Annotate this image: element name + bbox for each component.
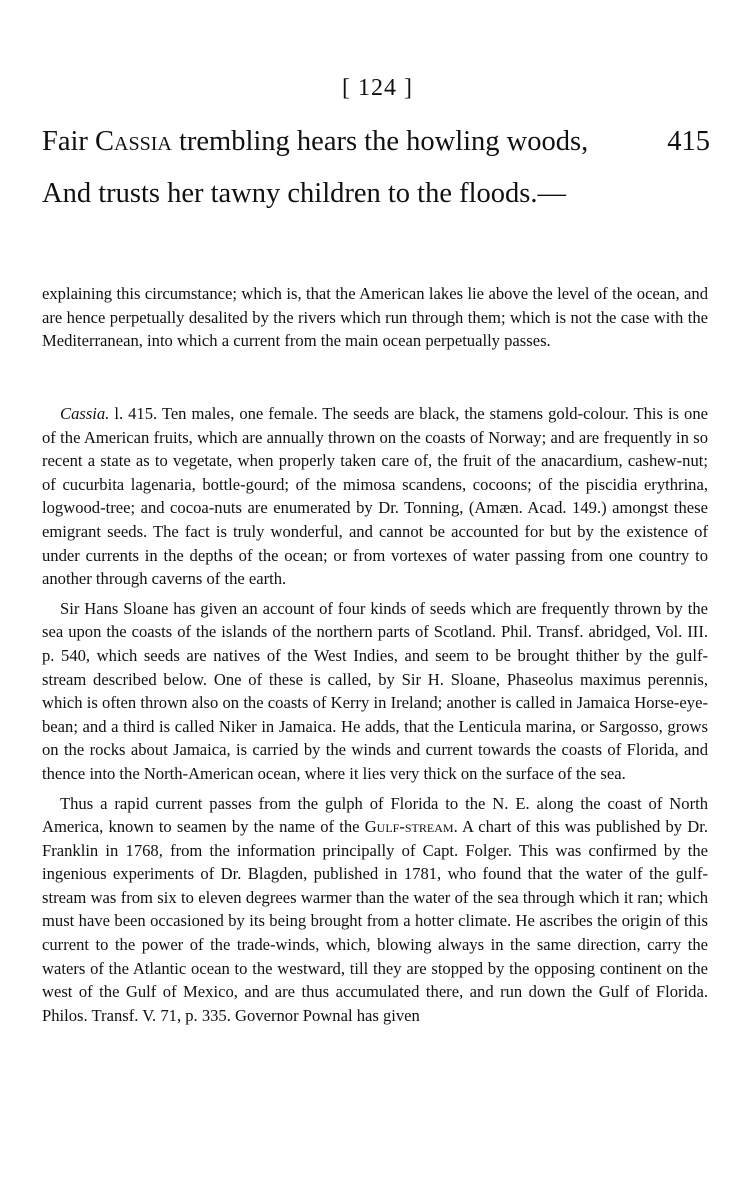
gulf-stream-text-end: . A chart of this was published by Dr. Franklin in 1768, from the information principally of Capt. Folger. This was confirmed by the ingenious experiments of Dr. Blagden, published in 1781, who found that the water of the gulf-stream was from six to eleven degrees warmer than the water of the sea through which it ran; which must have been occasioned by its being brought from a hotter climate. He ascribes the origin of this current to the power of the trade-winds, which, blowing always in the same direction, carry the waters of the Atlantic ocean to the westward, till they are stopped by the opposing continent on the west of the Gulf of Mexico, and are thus accumulated there, and run down the Gulf of Florida. Philos. Transf. V. 71, p. 335. Governor Pownal has given [42,817,708,1025]
verse-line-number: 415 [667,126,710,157]
gulf-stream-text-start: Thus a rapid current passes from the gulph of Florida to the N. E. along the coast of North America, known to seamen by the name of the [42,793,708,837]
cassia-note-text: l. 415. Ten males, one female. The seeds are black, the stamens gold-colour. This is one of the American fruits, which are annually thrown on the coasts of Norway; and are frequently in so recent a state as to vegetate, when properly taken care of, the fruit of the anacardium, cashew-nut; of cucurbita lagenaria, bottle-gourd; of the mimosa scandens, cocoons; of the piscidia erythrina, logwood-tree; and cocoa-nuts are enumerated by Dr. Tonning, (Amæn. Acad. 149.) amongst these emigrant seeds. The fact is truly wonderful, and cannot be accounted for but by the existence of under currents in the depths of the ocean; or from vortexes of water passing from one country to another through caverns of the earth. [42,404,708,589]
cassia-note-paragraph [42,402,708,591]
notes-block [42,402,708,1027]
note-intro-paragraph: explaining this circumstance; which is, that the American lakes lie above the level of the ocean, and are hence perpetually desalited by the rivers which run through them; which is not the case with the Mediterranean, into which a current from the main ocean perpetually passes. [42,284,708,351]
cassia-note-label: Cassia. [60,404,110,423]
gulf-stream-name: Gulf-stream [364,817,454,837]
gulf-stream-paragraph [42,792,708,1028]
sloane-note-paragraph: Sir Hans Sloane has given an account of four kinds of seeds which are frequently thrown by the sea upon the coasts of the islands of the northern parts of Scotland. Phil. Transf. abridged, Vol. III. p. 540, which seeds are natives of the West Indies, and seem to be brought thither by the gulf-stream described below. One of these is called, by Sir H. Sloane, Phaseolus maximus perennis, which is often thrown also on the coasts of Kerry in Ireland; another is called in Jamaica Horse-eye-bean; and a third is called Niker in Jamaica. He adds, that the Lenticula marina, or Sargosso, grows on the rocks about Jamaica, is carried by the winds and current towards the coasts of Florida, and thence into the North-American ocean, where it lies very thick on the surface of the sea. [42,598,708,783]
verse-line-1-start: Fair [42,126,96,157]
note-intro-block [42,282,708,353]
verse-line-1 [42,128,710,157]
page-number: [ 124 ] [342,75,413,101]
verse-line-1-end: trembling hears the howling woods, [171,126,589,157]
verse-name-cassia: Cassia [95,126,172,157]
verse-line-2: And trusts her tawny children to the floods.— [42,178,566,209]
